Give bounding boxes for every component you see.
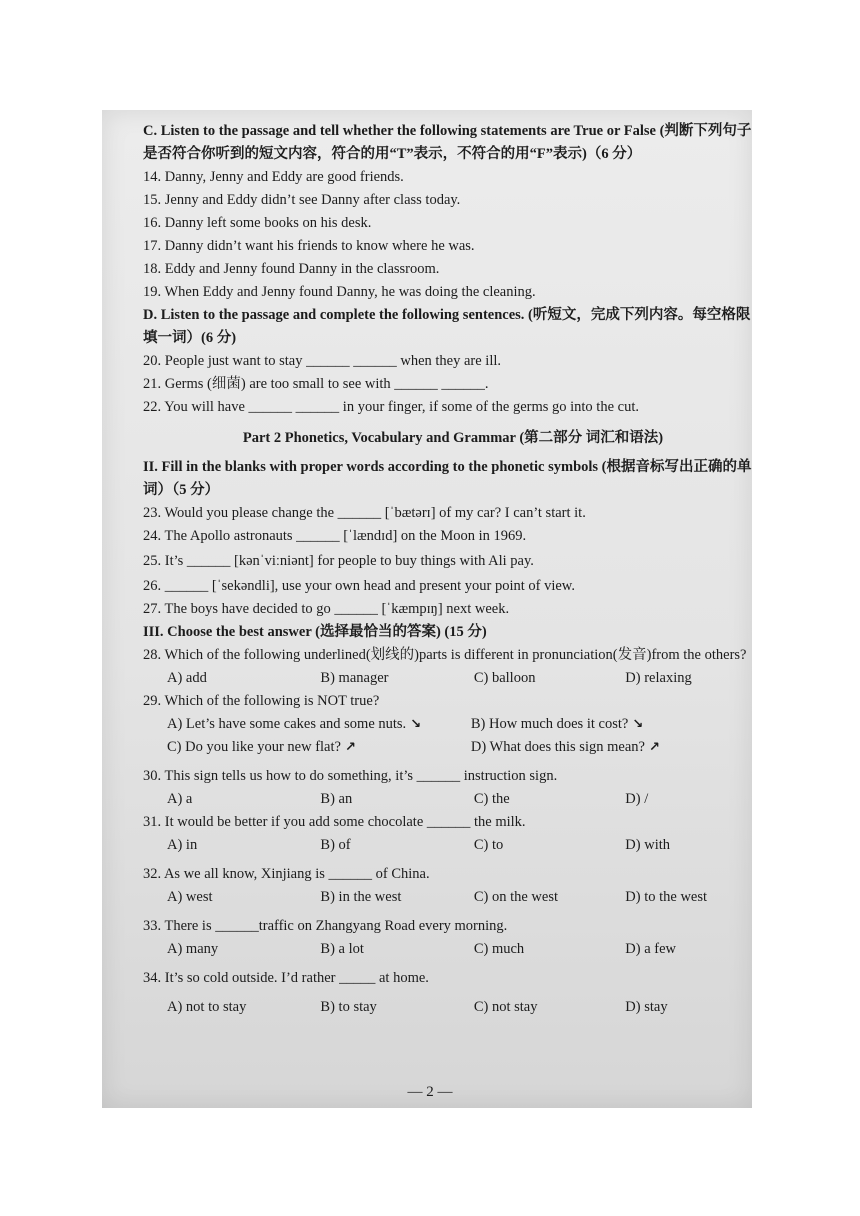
option-d	[471, 736, 763, 759]
option-a: A) west	[167, 889, 213, 905]
question-26: 26. ______ [ˈsekəndli], use your own head and present your point of view.	[143, 578, 575, 594]
option-a: A) many	[167, 941, 219, 957]
question-28-stem: 28. Which of the following underlined(划线的)parts is different in pronunciation(发音)from the others?	[143, 647, 747, 663]
question-30-options	[143, 788, 763, 811]
page-number: — 2 —	[407, 1084, 453, 1100]
option-b: B) a lot	[320, 941, 364, 957]
question-32-options	[143, 886, 763, 909]
option-d: D) /	[625, 791, 649, 807]
falling-intonation-icon: ↘	[632, 717, 644, 732]
question-18: 18. Eddy and Jenny found Danny in the classroom.	[143, 261, 440, 277]
option-d: D) relaxing	[625, 670, 692, 686]
part-2-title: Part 2 Phonetics, Vocabulary and Grammar (第二部分 词汇和语法)	[242, 430, 664, 446]
question-30-stem: 30. This sign tells us how to do something, it’s ______ instruction sign.	[143, 768, 558, 784]
question-33-stem: 33. There is ______traffic on Zhangyang Road every morning.	[143, 918, 508, 934]
option-a: A) not to stay	[167, 999, 247, 1015]
option-b: B) manager	[320, 670, 389, 686]
option-b: B) in the west	[320, 889, 402, 905]
question-31-options	[143, 834, 763, 857]
option-c: C) not stay	[473, 999, 538, 1015]
option-d: D) to the west	[625, 889, 708, 905]
question-34-stem: 34. It’s so cold outside. I’d rather _____ at home.	[143, 970, 429, 986]
option-d-text: D) What does this sign mean?	[470, 739, 645, 755]
part-c-heading: C. Listen to the passage and tell whether the following statements are True or False (判断下列句子是否符合你听到的短文内容，符合的用“T”表示，不符合的用“F”表示)（6 分）	[143, 123, 752, 162]
rising-intonation-icon: ↗	[648, 740, 660, 755]
option-a: A) add	[167, 670, 207, 686]
option-d: D) with	[625, 837, 671, 853]
option-a	[167, 713, 471, 736]
option-b: B) of	[320, 837, 351, 853]
option-c: C) much	[473, 941, 525, 957]
option-a-text: A) Let’s have some cakes and some nuts.	[167, 716, 407, 732]
question-24: 24. The Apollo astronauts ______ [ˈlændɪd] on the Moon in 1969.	[143, 528, 527, 544]
question-34-options	[143, 996, 763, 1019]
question-25: 25. It’s ______ [kənˈviːniənt] for people to buy things with Ali pay.	[143, 553, 534, 569]
option-d: D) a few	[625, 941, 677, 957]
question-16: 16. Danny left some books on his desk.	[143, 215, 372, 231]
option-c: C) the	[473, 791, 510, 807]
rising-intonation-icon: ↗	[344, 740, 356, 755]
part-d-heading: D. Listen to the passage and complete the following sentences. (听短文，完成下列内容。每空格限填一词）(6 分)	[143, 307, 751, 346]
question-29-stem: 29. Which of the following is NOT true?	[143, 693, 380, 709]
option-d: D) stay	[625, 999, 668, 1015]
question-15: 15. Jenny and Eddy didn’t see Danny after class today.	[143, 192, 461, 208]
question-21: 21. Germs (细菌) are too small to see with ______ ______.	[143, 376, 489, 392]
option-b	[471, 713, 763, 736]
option-b: B) an	[320, 791, 353, 807]
question-29-options-row1	[143, 713, 763, 736]
section-iii-heading: III. Choose the best answer (选择最恰当的答案) (15 分)	[143, 624, 487, 640]
question-23: 23. Would you please change the ______ [ˈbætərɪ] of my car? I can’t start it.	[143, 505, 586, 521]
option-c	[167, 736, 471, 759]
question-19: 19. When Eddy and Jenny found Danny, he was doing the cleaning.	[143, 284, 536, 300]
question-27: 27. The boys have decided to go ______ [ˈkæmpɪŋ] next week.	[143, 601, 510, 617]
question-31-stem: 31. It would be better if you add some chocolate ______ the milk.	[143, 814, 526, 830]
question-22: 22. You will have ______ ______ in your finger, if some of the germs go into the cut.	[143, 399, 639, 415]
question-29-options-row2	[143, 736, 763, 759]
falling-intonation-icon: ↘	[410, 717, 422, 732]
option-b: B) to stay	[320, 999, 377, 1015]
question-28-options	[143, 667, 763, 690]
question-20: 20. People just want to stay ______ ______ when they are ill.	[143, 353, 502, 369]
question-32-stem: 32. As we all know, Xinjiang is ______ of China.	[143, 866, 430, 882]
option-c-text: C) Do you like your new flat?	[167, 739, 341, 755]
question-33-options	[143, 938, 763, 961]
option-c: C) balloon	[473, 670, 536, 686]
question-17: 17. Danny didn’t want his friends to know where he was.	[143, 238, 475, 254]
section-ii-heading: II. Fill in the blanks with proper words according to the phonetic symbols (根据音标写出正确的单词）（5 分）	[143, 459, 752, 498]
option-c: C) on the west	[473, 889, 559, 905]
option-a: A) a	[167, 791, 193, 807]
option-a: A) in	[167, 837, 198, 853]
option-b-text: B) How much does it cost?	[470, 716, 629, 732]
exam-content	[143, 120, 763, 1019]
question-14: 14. Danny, Jenny and Eddy are good friends.	[143, 169, 404, 185]
option-c: C) to	[473, 837, 504, 853]
